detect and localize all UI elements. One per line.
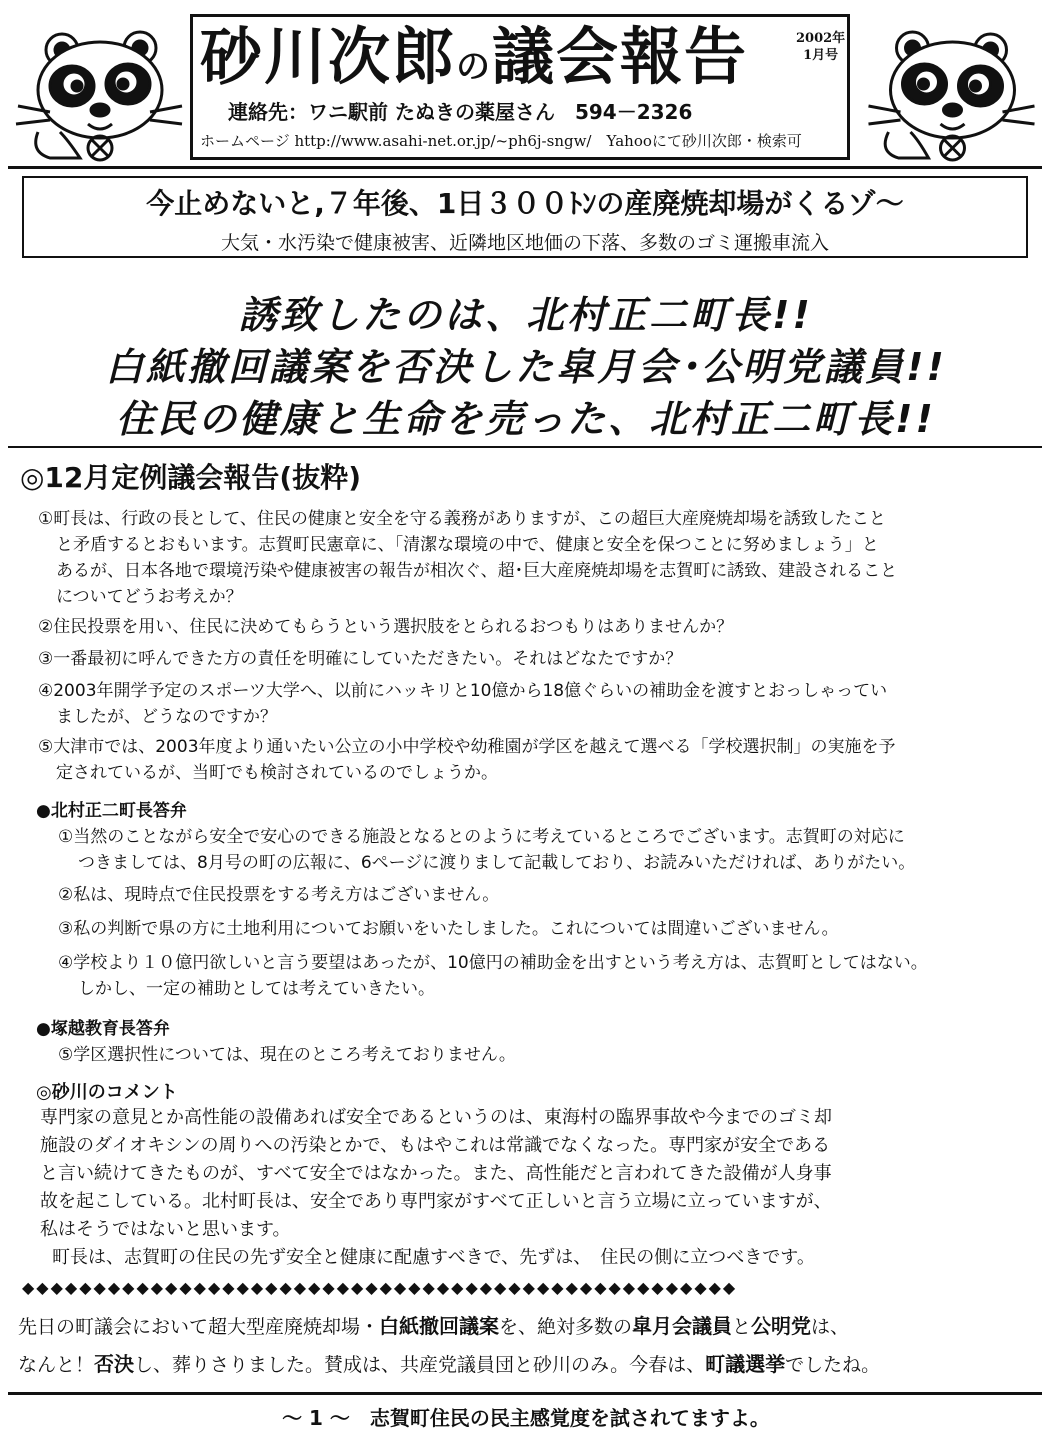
title-particle: の [456, 47, 493, 87]
contact-info: 連絡先：ワニ駅前 たぬきの薬屋さん 594－2326 [228, 100, 693, 124]
section-divider [8, 446, 1042, 448]
answer-line: つきましては、8月号の町の広報に、6ページに渡りまして記載しており、お読みいただければ、ありがたい。 [78, 853, 916, 873]
comment-line: 故を起こしている。北村町長は、安全であり専門家がすべて正しいと言う立場に立っていますが、 [40, 1191, 832, 1212]
closing-line-1 [18, 1310, 849, 1339]
comment-line: 町長は、志賀町の住民の先ず安全と健康に配慮すべきで、先ずは、 住民の側に立つべきです。 [52, 1247, 815, 1268]
closing-text: は、 [811, 1316, 850, 1338]
closing-text: と [732, 1316, 752, 1338]
header-divider [8, 166, 1042, 169]
tanuki-mascot-left-icon [10, 28, 185, 163]
footer-divider [8, 1392, 1042, 1395]
title-part-1: 砂川次郎 [200, 20, 457, 93]
question-line: についてどうお考えか？ [56, 587, 243, 607]
comment-heading: ◎砂川のコメント [36, 1082, 178, 1103]
closing-line-2 [18, 1348, 880, 1377]
mayor-answer-heading: ●北村正二町長答弁 [36, 801, 187, 821]
diamond-divider: ◆◆◆◆◆◆◆◆◆◆◆◆◆◆◆◆◆◆◆◆◆◆◆◆◆◆◆◆◆◆◆◆◆◆◆◆◆◆◆◆◆◆◆◆◆◆◆◆◆◆ [22, 1278, 738, 1297]
issue-date [796, 30, 845, 64]
question-line: ③一番最初に呼んできた方の責任を明確にしていただきたい。それはどなたですか？ [38, 649, 683, 669]
closing-emphasis: 白紙撤回議案 [379, 1314, 500, 1338]
closing-emphasis: 町議選挙 [705, 1352, 786, 1376]
homepage-link[interactable]: ホームページ http://www.asahi-net.or.jp/~ph6j-sngw/ Yahooにて砂川次郎・検索可 [200, 132, 802, 150]
question-line: ⑤大津市では、2003年度より通いたい公立の小中学校や幼稚園が学区を越えて選べる「学校選択制」の実施を予 [38, 737, 896, 757]
answer-line: ③私の判断で県の方に土地利用についてお願いをいたしました。これについては間違いございません。 [58, 919, 839, 939]
question-line: と矛盾するとおもいます。志賀町民憲章に、「清潔な環境の中で、健康と安全を保つことに努めましょう」と [56, 535, 879, 555]
issue-year: 2002年 [796, 31, 846, 46]
tanuki-mascot-right-icon [862, 28, 1042, 163]
question-line: あるが、日本各地で環境汚染や健康被害の報告が相次ぐ、超･巨大産廃焼却場を志賀町に誘致、建設されること [56, 561, 898, 581]
closing-text: でしたね。 [785, 1354, 881, 1376]
report-title: ◎12月定例議会報告(抜粋) [20, 461, 361, 494]
issue-month: 1月号 [803, 48, 839, 63]
comment-line: 施設のダイオキシンの周りへの汚染とかで、もはやこれは常識でなくなった。専門家が安全である [40, 1135, 831, 1156]
question-line: ②住民投票を用い、住民に決めてもらうという選択肢をとられるおつもりはありませんか？ [38, 617, 734, 637]
slogan-line: 誘致したのは、北村正二町長!! [239, 293, 813, 337]
closing-text: 先日の町議会において超大型産廃焼却場・ [18, 1316, 380, 1338]
title-part-2: 議会報告 [492, 20, 749, 93]
page-footer: ～ 1 ～ 志賀町住民の民主感覚度を試されてますよ。 [282, 1406, 770, 1430]
newsletter-title [200, 22, 748, 102]
answer-line: しかし、一定の補助としては考えていきたい。 [78, 979, 435, 999]
closing-text: なんと！ [18, 1354, 95, 1376]
answer-line: ④学校より１０億円欲しいと言う要望はあったが、10億円の補助金を出すという考え方は、志賀町としてはない。 [58, 953, 928, 973]
question-line: ましたが、どうなのですか？ [56, 707, 277, 727]
closing-text: し、葬りさりました。賛成は、共産党議員団と砂川のみ。今春は、 [134, 1354, 706, 1376]
comment-line: 専門家の意見とか高性能の設備あれば安全であるというのは、東海村の臨界事故や今までのゴミ却 [40, 1107, 832, 1128]
closing-text: を、絶対多数の [499, 1316, 633, 1338]
slogan-line: 住民の健康と生命を売った、北村正二町長!! [116, 397, 936, 441]
answer-line: ⑤学区選択性については、現在のところ考えておりません。 [58, 1045, 516, 1065]
answer-line: ②私は、現時点で住民投票をする考え方はございません。 [58, 885, 500, 905]
answer-line: ①当然のことながら安全で安心のできる施設となるとのように考えているところでございます。志賀町の対応に [58, 827, 905, 847]
comment-line: と言い続けてきたものが、すべて安全ではなかった。また、高性能だと言われてきた設備が人身事 [40, 1163, 832, 1184]
closing-emphasis: 否決 [94, 1352, 135, 1376]
headline-sub: 大気・水汚染で健康被害、近隣地区地価の下落、多数のゴミ運搬車流入 [220, 232, 829, 254]
question-line: 定されているが、当町でも検討されているのでしょうか。 [56, 763, 498, 783]
closing-emphasis: 皐月会議員 [632, 1314, 733, 1338]
headline-main: 今止めないと,７年後、1日３００ﾄﾝの産廃焼却場がくるゾ～ [146, 187, 904, 220]
education-answer-heading: ●塚越教育長答弁 [36, 1019, 170, 1039]
closing-emphasis: 公明党 [751, 1314, 812, 1338]
comment-line: 私はそうではないと思います。 [40, 1219, 291, 1240]
question-line: ①町長は、行政の長として、住民の健康と安全を守る義務がありますが、この超巨大産廃焼却場を誘致したこと [38, 509, 886, 529]
question-line: ④2003年開学予定のスポーツ大学へ、以前にハッキリと10億から18億ぐらいの補助金を渡すとおっしゃってい [38, 681, 888, 701]
slogan-line: 白紙撤回議案を否決した皐月会･公明党議員!! [105, 345, 947, 389]
